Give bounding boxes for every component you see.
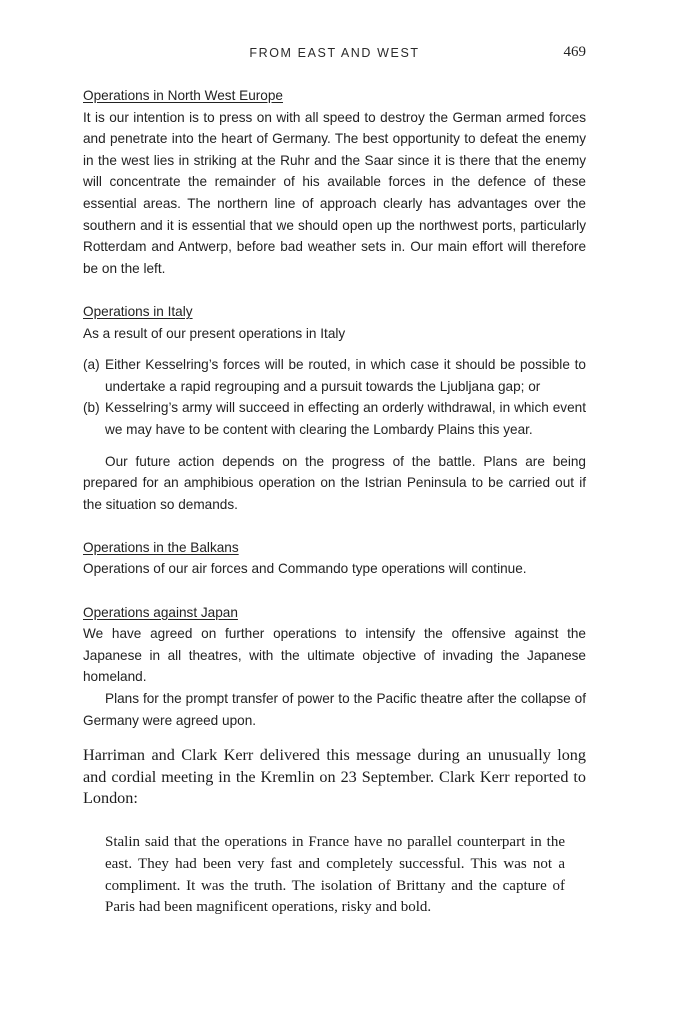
list-item-text: Kesselring’s army will succeed in effecting an orderly withdrawal, in which event we may have to be content with clearing the Lombardy Plains this year. [105, 400, 586, 437]
section-text-nw-europe: It is our intention is to press on with all speed to destroy the German armed forces and penetrate into the heart of Germany. The best opportunity to defeat the enemy in the west lies in striking at the Ruhr and the Saar since it is there that the enemy will concentrate the remainder of his available forces in the defence of these essential areas. The northern line of approach clearly has advantages over the southern and it is essential that we should open up the northwest ports, particularly Rotterdam and Antwerp, before bad weather sets in. Our main effort will therefore be on the left. [83, 109, 586, 276]
section-japan [83, 602, 586, 732]
italy-outcomes-list [83, 354, 586, 440]
section-text-japan: We have agreed on further operations to intensify the offensive against the Japanese in all theatres, with the ultimate objective of invading the Japanese homeland. [83, 626, 586, 685]
section-heading-balkans: Operations in the Balkans [83, 539, 239, 555]
section-intro-italy: As a result of our present operations in Italy [83, 325, 346, 341]
list-item [83, 354, 586, 397]
section-heading-italy: Operations in Italy [83, 303, 193, 319]
list-item-text: Either Kesselring’s forces will be routed, in which case it should be possible to undertake a rapid regrouping and a pursuit towards the Ljubljana gap; or [105, 357, 586, 394]
section-italy [83, 301, 586, 515]
running-head [83, 44, 586, 64]
block-quote: Stalin said that the operations in France have no parallel counterpart in the east. They had been very fast and completely successful. This was not a compliment. It was the truth. The isolation of Brittany and the capture of Paris had been magnificent operations, risky and bold. [105, 834, 565, 916]
section-heading-japan: Operations against Japan [83, 604, 238, 620]
list-marker: (b) [83, 400, 100, 416]
section-nw-europe [83, 85, 586, 279]
section-followup-japan: Plans for the prompt transfer of power to the Pacific theatre after the collapse of Germany were agreed upon. [83, 691, 586, 728]
list-marker: (a) [83, 357, 100, 373]
quoted-document [83, 85, 586, 731]
page-number: 469 [563, 44, 586, 60]
section-text-balkans: Operations of our air forces and Commando type operations will continue. [83, 561, 527, 577]
section-balkans [83, 537, 586, 580]
list-item [83, 397, 586, 440]
narrative-paragraph: Harriman and Clark Kerr delivered this message during an unusually long and cordial meeting in the Kremlin on 23 September. Clark Kerr reported to London: [83, 746, 586, 808]
section-heading-nw-europe: Operations in North West Europe [83, 88, 283, 103]
running-title: FROM EAST AND WEST [249, 46, 420, 60]
section-followup-italy: Our future action depends on the progress of the battle. Plans are being prepared for an amphibious operation on the Istrian Peninsula to be carried out if the situation so demands. [83, 453, 586, 512]
